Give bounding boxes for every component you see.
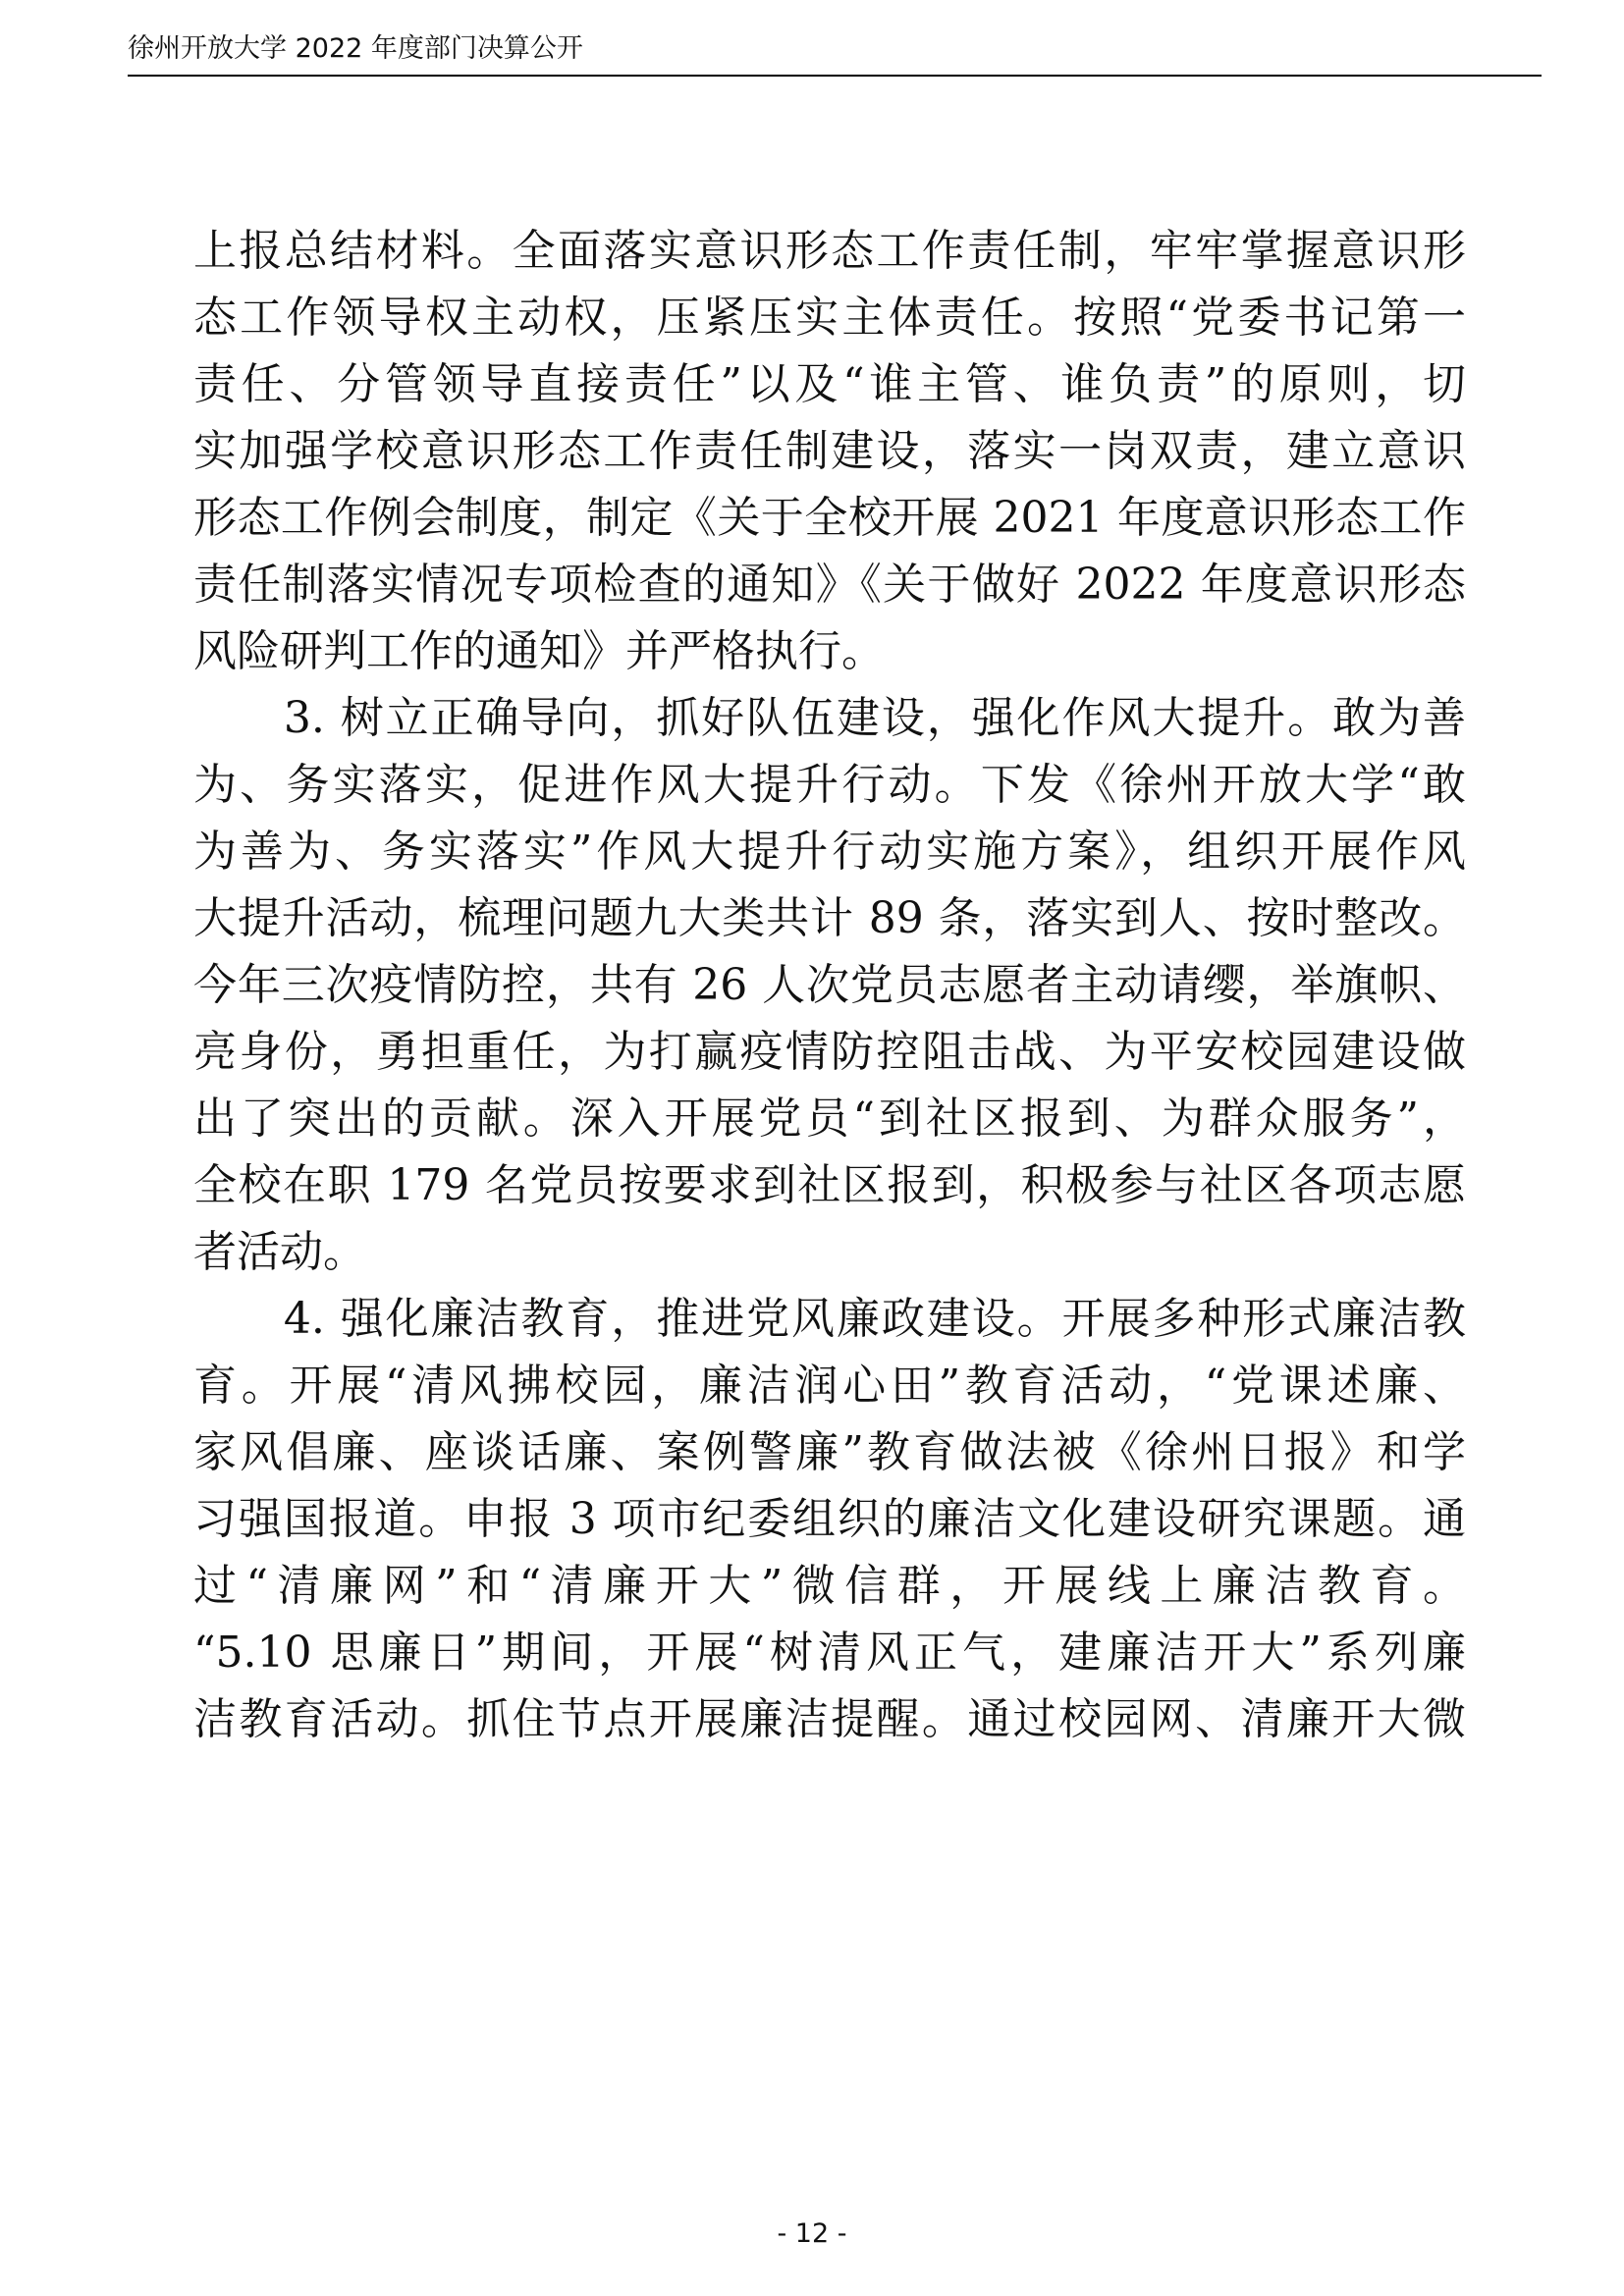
body-line: 出了突出的贡献。深入开展党员“到社区报到、为群众服务”， [193,1094,1466,1144]
body-line: 育。开展“清风拂校园，廉洁润心田”教育活动，“党课述廉、 [193,1361,1466,1411]
body-line: 家风倡廉、座谈话廉、案例警廉”教育做法被《徐州日报》和学 [193,1427,1466,1477]
body-line: 风险研判工作的通知》并严格执行。 [193,626,885,676]
body-line: 全校在职 179 名党员按要求到社区报到，积极参与社区各项志愿 [193,1160,1466,1210]
body-line: “5.10 思廉日”期间，开展“树清风正气，建廉洁开大”系列廉 [193,1628,1466,1678]
page-number: - 12 - [777,2218,847,2249]
body-line: 责任制落实情况专项检查的通知》《关于做好 2022 年度意识形态 [193,560,1466,610]
body-line: 今年三次疫情防控，共有 26 人次党员志愿者主动请缨，举旗帜、 [193,960,1466,1010]
body-line: 实加强学校意识形态工作责任制建设，落实一岗双责，建立意识 [193,426,1466,476]
section-heading-line: 3. 树立正确导向，抓好队伍建设，强化作风大提升。敢为善 [193,693,1466,743]
section-heading-line: 4. 强化廉洁教育，推进党风廉政建设。开展多种形式廉洁教 [193,1294,1466,1344]
body-line: 者活动。 [193,1227,366,1277]
body-line: 为善为、务实落实”作风大提升行动实施方案》，组织开展作风 [193,827,1466,877]
header-title: 徐州开放大学 2022 年度部门决算公开 [128,33,583,64]
body-line: 上报总结材料。全面落实意识形态工作责任制，牢牢掌握意识形 [193,226,1466,276]
page-header [128,31,1542,77]
body-line: 形态工作例会制度，制定《关于全校开展 2021 年度意识形态工作 [193,493,1466,543]
body-line: 为、务实落实，促进作风大提升行动。下发《徐州开放大学“敢 [193,760,1466,810]
body-line: 大提升活动，梳理问题九大类共计 89 条，落实到人、按时整改。 [193,893,1466,943]
body-line: 态工作领导权主动权，压紧压实主体责任。按照“党委书记第一 [193,293,1466,343]
body-line: 亮身份，勇担重任，为打赢疫情防控阻击战、为平安校园建设做 [193,1027,1466,1077]
body-line: 习强国报道。申报 3 项市纪委组织的廉洁文化建设研究课题。通 [193,1494,1466,1544]
body-line: 过“清廉网”和“清廉开大”微信群，开展线上廉洁教育。 [193,1561,1466,1611]
body-line: 洁教育活动。抓住节点开展廉洁提醒。通过校园网、清廉开大微 [193,1694,1466,1744]
body-line: 责任、分管领导直接责任”以及“谁主管、谁负责”的原则，切 [193,359,1466,409]
document-body [193,218,1466,1753]
